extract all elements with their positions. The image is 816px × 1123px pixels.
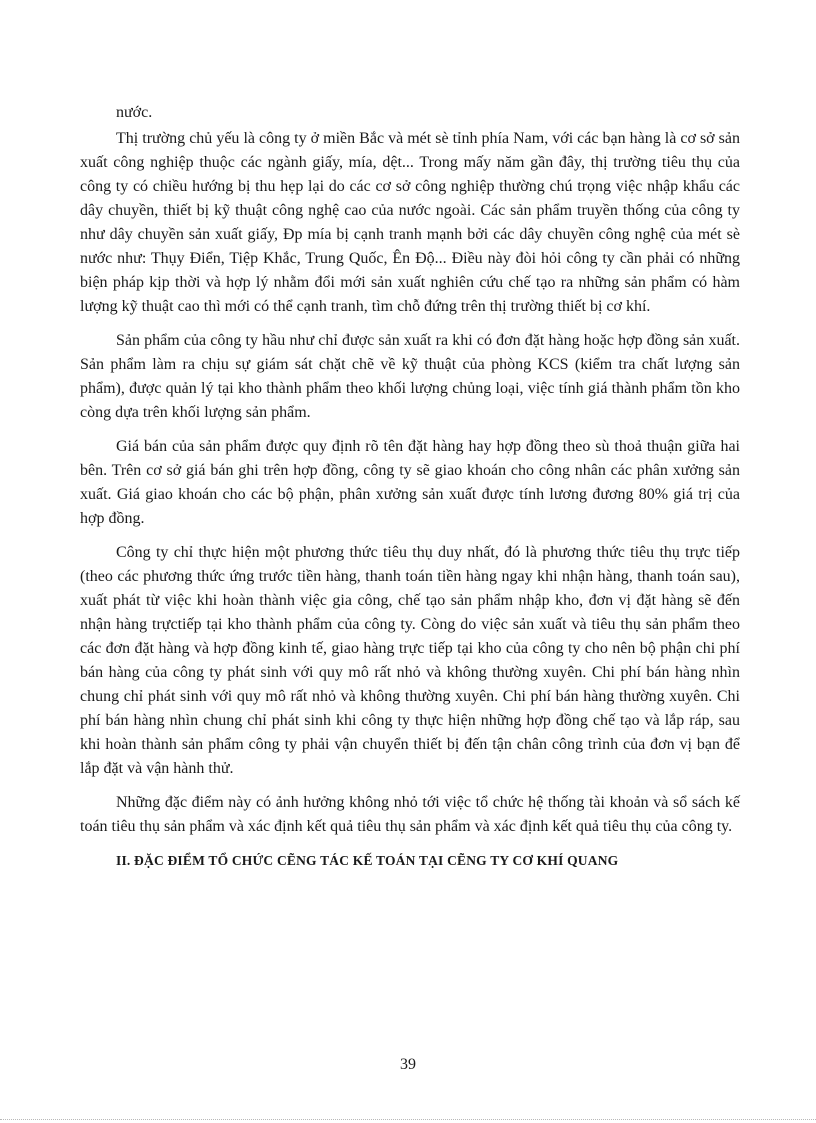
paragraph-continuation: nước. [116, 104, 153, 121]
paragraph-market: Thị trường chủ yếu là công ty ở miền Bắc và mét sè tỉnh phía Nam, với các bạn hàng là cơ sở sản xuất công nghiệp thuộc các ngành giấy, mía, dệt... Trong mấy năm gần đây, thị trường tiêu thụ của công ty có chiều hướng bị thu hẹp lại do các cơ sở công nghiệp thường chú trọng việc nhập khẩu các dây chuyền, thiết bị kỹ thuật công nghệ cao của nước ngoài. Các sản phẩm truyền thống của công ty như dây chuyền sản xuất giấy, Đp mía bị cạnh tranh mạnh bởi các dây chuyền công nghệ của mét sè nước như: Thụy Điển, Tiệp Khắc, Trung Quốc, Ên Độ... Điều này đòi hỏi công ty cần phải có những biện pháp kịp thời và hợp lý nhằm đổi mới sản xuất nghiên cứu chế tạo ra những sản phẩm có hàm lượng kỹ thuật cao thì mới có thể cạnh tranh, tìm chỗ đứng trên thị trường thiết bị cơ khí. [80, 130, 740, 315]
document-body [80, 101, 740, 873]
section-heading: II. ĐẶC ĐIỂM TỔ CHỨC CẼNG TÁC KẾ TOÁN TẠI CẼNG TY CƠ KHÍ QUANG [116, 853, 619, 868]
paragraph-products: Sản phẩm của công ty hầu như chỉ được sản xuất ra khi có đơn đặt hàng hoặc hợp đồng sản xuất. Sản phẩm làm ra chịu sự giám sát chặt chẽ về kỹ thuật của phòng KCS (kiểm tra chất lượng sản phẩm), được quản lý tại kho thành phẩm theo khối lượng chủng loại, việc tính giá thành phẩm tồn kho còng dựa trên khối lượng sản phẩm. [80, 332, 740, 421]
page-number: 39 [400, 1056, 416, 1073]
paragraph-conclusion: Những đặc điểm này có ảnh hưởng không nhỏ tới việc tổ chức hệ thống tài khoản và sổ sách kế toán tiêu thụ sản phẩm và xác định kết quả tiêu thụ sản phẩm và xác định kết quả tiêu thụ của công ty. [80, 794, 740, 835]
paragraph-sales-method: Công ty chỉ thực hiện một phương thức tiêu thụ duy nhất, đó là phương thức tiêu thụ trực tiếp (theo các phương thức ứng trước tiền hàng, thanh toán tiền hàng ngay khi nhận hàng, thanh toán sau), xuất phát từ việc khi hoàn thành việc gia công, chế tạo sản phẩm nhập kho, đơn vị đặt hàng sẽ đến nhận hàng trựctiếp tại kho thành phẩm của công ty. Còng do việc sản xuất và tiêu thụ sản phẩm theo các đơn đặt hàng và hợp đồng kinh tế, giao hàng trực tiếp tại kho của công ty cho nên bộ phận chi phí bán hàng của công ty phát sinh với quy mô rất nhỏ và không thường xuyên. Chi phí bán hàng nhìn chung chỉ phát sinh với quy mô rất nhỏ và không thường xuyên. Chi phí bán hàng thường xuyên. Chi phí bán hàng nhìn chung chỉ phát sinh khi công ty thực hiện những hợp đồng chế tạo và lắp ráp, sau khi hoàn thành sản phẩm công ty phải vận chuyển thiết bị đến tận chân công trình của đơn vị bạn để lắp đặt và vận hành thử. [80, 544, 740, 777]
page-bottom-divider [0, 1119, 816, 1120]
paragraph-pricing: Giá bán của sản phẩm được quy định rõ tên đặt hàng hay hợp đồng theo sù thoả thuận giữa hai bên. Trên cơ sở giá bán ghi trên hợp đồng, công ty sẽ giao khoán cho công nhân các phân xưởng sản xuất. Giá giao khoán cho các bộ phận, phân xưởng sản xuất được tính lương đương 80% giá trị của hợp đồng. [80, 438, 740, 527]
